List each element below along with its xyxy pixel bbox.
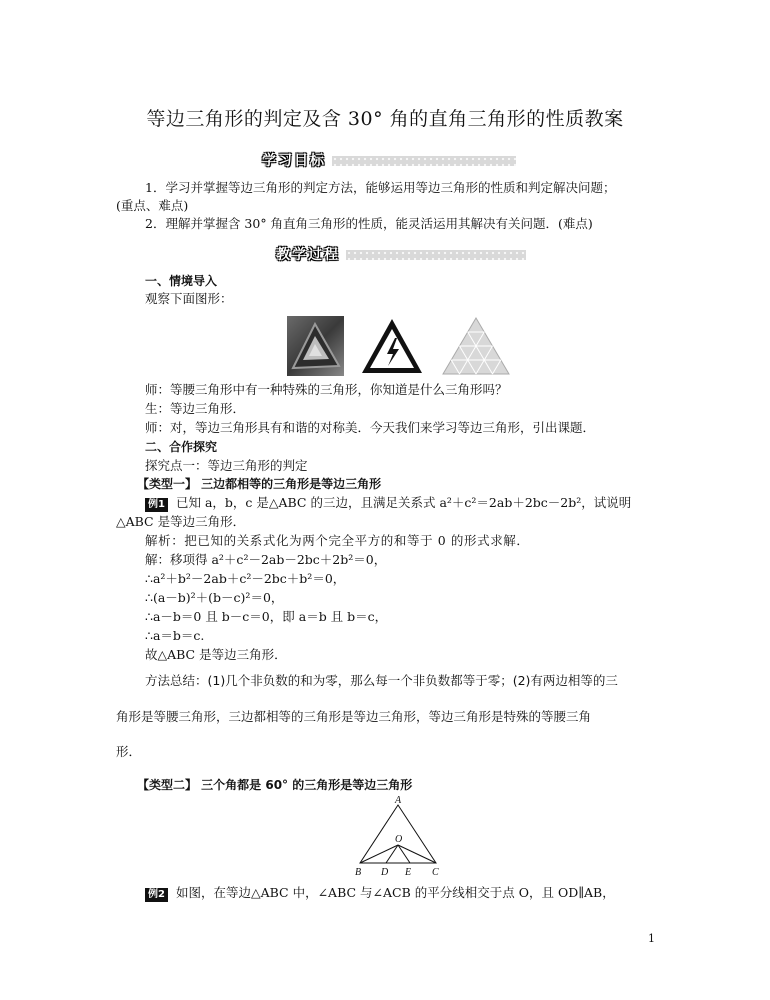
- goal-item-1-line-1: 1．学习并掌握等边三角形的判定方法，能够运用等边三角形的性质和判定解决问题；: [145, 180, 616, 195]
- dialogue-teacher-2: 师：对，等边三角形具有和谐的对称美．今天我们来学习等边三角形，引出课题．: [145, 420, 596, 435]
- label-a: A: [395, 795, 402, 806]
- section-bar-process: [268, 244, 526, 266]
- goal-item-1-line-2: (重点、难点): [116, 198, 189, 213]
- section-label-goals: 学习目标: [262, 153, 326, 169]
- analysis-text: 解析：把已知的关系式化为两个完全平方的和等于 0 的形式求解．: [145, 533, 530, 548]
- section-bar-goals: [254, 150, 516, 172]
- intro-heading: 一、情境导入: [145, 274, 218, 288]
- triangle-abc-figure: [352, 795, 444, 877]
- dialogue-teacher-1: 师：等腰三角形中有一种特殊的三角形，你知道是什么三角形吗？: [145, 382, 508, 397]
- solution-line-2: ∴a²＋b²－2ab＋c²－2bc＋b²＝0，: [145, 571, 346, 586]
- section-label-process: 教学过程: [276, 247, 340, 263]
- section-rule: [332, 156, 516, 166]
- type-2-heading: 【类型二】 三个角都是 60° 的三角形是等边三角形: [137, 778, 413, 792]
- example-1-line-1: [145, 494, 631, 512]
- goal-item-2: 2．理解并掌握含 30° 角直角三角形的性质，能灵活运用其解决有关问题．(难点): [145, 216, 593, 231]
- example-badge: 例1: [145, 498, 168, 512]
- dialogue-student-1: 生：等边三角形．: [145, 401, 246, 416]
- method-summary-line-3: 形．: [116, 744, 142, 759]
- label-b: B: [355, 867, 362, 877]
- triangle-photo-image: [287, 316, 344, 376]
- page-title: 等边三角形的判定及含 30° 角的直角三角形的性质教案: [146, 108, 624, 130]
- type-1-heading: 【类型一】 三边都相等的三角形是等边三角形: [137, 477, 382, 491]
- method-summary-line-2: 角形是等腰三角形，三边都相等的三角形是等边三角形，等边三角形是特殊的等腰三角: [116, 709, 592, 724]
- page-number: 1: [648, 932, 655, 945]
- solution-line-3: ∴(a－b)²＋(b－c)²＝0，: [145, 590, 284, 605]
- label-d: D: [381, 867, 389, 877]
- warning-sign-icon: [359, 316, 425, 376]
- intro-figures: [287, 316, 513, 376]
- example-1-text: 已知 a，b，c 是△ABC 的三边，且满足关系式 a²＋c²＝2ab＋2bc－2b²，试说明: [175, 495, 632, 510]
- triangle-grid-figure: [441, 316, 511, 376]
- example-1-line-2: △ABC 是等边三角形．: [116, 514, 246, 529]
- explore-heading: 二、合作探究: [145, 440, 218, 454]
- label-e: E: [405, 867, 412, 877]
- label-o: O: [395, 834, 403, 845]
- section-rule: [346, 250, 526, 260]
- example-2-line-1: [145, 884, 615, 902]
- solution-line-5: ∴a＝b＝c.: [145, 628, 205, 643]
- solution-line-1: 解：移项得 a²＋c²－2ab－2bc＋2b²＝0，: [145, 552, 387, 567]
- method-summary-line-1: 方法总结：(1)几个非负数的和为零，那么每一个非负数都等于零；(2)有两边相等的三: [145, 673, 618, 688]
- explore-point-1: 探究点一：等边三角形的判定: [145, 458, 308, 473]
- example-badge: 例2: [145, 888, 168, 902]
- solution-line-4: ∴a－b＝0 且 b－c＝0，即 a＝b 且 b＝c，: [145, 609, 388, 624]
- intro-observe: 观察下面图形：: [145, 291, 233, 306]
- label-c: C: [432, 867, 439, 877]
- example-2-text: 如图，在等边△ABC 中，∠ABC 与∠ACB 的平分线相交于点 O，且 OD∥AB，: [175, 885, 615, 900]
- solution-line-6: 故△ABC 是等边三角形．: [145, 647, 287, 662]
